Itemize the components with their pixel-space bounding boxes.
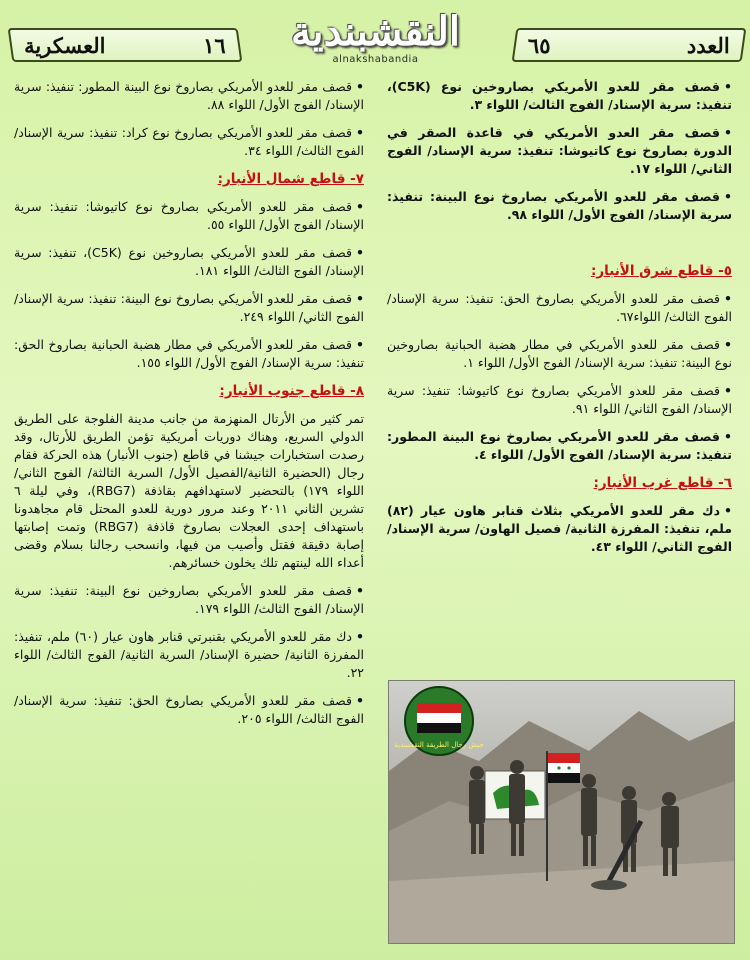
left-column: [14, 78, 364, 738]
list-item: •قصف مقر للعدو الأمريكي بصاروخ نوع البينة: تنفيذ: سرية الإسناد/ الفوج الثاني/ اللواء ٢٤٩.: [14, 291, 364, 324]
section-banner: [8, 28, 243, 62]
list-item: •قصف مقر للعدو الأمريكي بصاروخ نوع كاتيوشا: تنفيذ: سرية الإسناد/ الفوج الثاني/ اللواء ٩١.: [387, 383, 732, 416]
list-item: •دك مقر للعدو الأمريكي بثلاث قنابر هاون عيار (٨٢) ملم، تنفيذ: المفرزة الثانية/ فصيل الهاون/ سرية الإسناد/ الفوج الثاني/ اللواء ٤٣.: [387, 503, 732, 554]
section-heading-west: ٦- قاطع غرب الأنبار:: [593, 475, 732, 491]
list-item: •دك مقر للعدو الأمريكي بقنبرتي قنابر هاون عيار (٦٠) ملم، تنفيذ: المفرزة الثانية/ حضيرة الإسناد/ السرية الثانية/ الفوج الثالث/ اللواء ٢٢.: [14, 629, 364, 680]
list-item: •قصف مقر للعدو الأمريكي في مطار هضبة الحبانية بصاروخين نوع البينة: تنفيذ: سرية الإسناد/ الفوج الأول/ اللواء ١.: [387, 337, 732, 370]
right-column: [387, 78, 732, 566]
photo-illustration: [389, 681, 734, 943]
list-item: •قصف مقر للعدو الأمريكي بصاروخ نوع البينة المطور: تنفيذ: سرية الإسناد/ الفوج الأول/ اللواء ٨٨.: [14, 79, 364, 112]
section-label: العسكرية: [24, 32, 106, 58]
army-emblem: [394, 687, 483, 755]
list-item: •قصف مقر للعدو الأمريكي بصاروخ الحق: تنفيذ: سرية الإسناد/ الفوج الثالث/ اللواء ٢٠٥.: [14, 693, 364, 726]
list-item: •قصف مقر للعدو الأمريكي بصاروخ نوع البينة: تنفيذ: سرية الإسناد/ الفوج الأول/ اللواء ٩٨.: [387, 189, 732, 222]
section-heading-north: ٧- قاطع شمال الأنبار:: [217, 171, 364, 187]
issue-label: العدد: [687, 32, 730, 58]
list-item: •قصف مقر للعدو الأمريكي بصاروخ نوع كاتيوشا: تنفيذ: سرية الإسناد/ الفوج الأول/ اللواء ٥٥.: [14, 199, 364, 232]
fighters-photo: [388, 680, 735, 944]
emblem-caption: جيش رجال الطريقة النقشبندية: [394, 741, 484, 749]
page-header: [0, 0, 750, 80]
logo-title: النقشبندية: [290, 8, 460, 55]
magazine-logo: [268, 6, 483, 76]
south-paragraph: تمر كثير من الأرتال المنهزمة من جانب مدينة الفلوجة على الطريق الدولي السريع، وهناك دوريات أمريكية تؤمن الطريق للأرتال، وقد رصدت استخبارات جيشنا في قاطع (جنوب الأنبار) هذه الحركة فقام رجال (الحضيرة الثانية/الفصيل الأول/ السرية الثالثة/ الفوج الثاني/ اللواء ١٧٩) بالتحضير لاستهدافهم بقاذفة (RBG7)، وفي ليلة ٦ تشرين الثاني ٢٠١١ وعند مرور دورية للعدو المحتل قام مجاهدونا باستهداف إحدى العجلات بصاروخ قاذفة (RBG7) وتمت إصابتها إصابة دقيقة فقتل وأصيب من فيها، وانسحب رجالنا بسلام وقضى أعداء الله لينتهم تلك يخلون خسائرهم.: [14, 411, 364, 570]
list-item: •قصف مقر للعدو الأمريكي بصاروخين نوع البينة: تنفيذ: سرية الإسناد/ الفوج الثالث/ اللواء ١٧٩.: [14, 583, 364, 616]
list-item: •قصف مقر للعدو الأمريكي بصاروخين نوع (C5K)، تنفيذ: سرية الإسناد/ الفوج الثالث/ اللواء ٣.: [387, 79, 732, 112]
section-heading-south: ٨- قاطع جنوب الأنبار:: [219, 383, 364, 399]
list-item: •قصف مقر للعدو الأمريكي بصاروخ الحق: تنفيذ: سرية الإسناد/ الفوج الثالث/ اللواء٦٧.: [387, 291, 732, 324]
list-item: •قصف مقر للعدو الأمريكي بصاروخ نوع كراد: تنفيذ: سرية الإسناد/ الفوج الثالث/ اللواء ٣٤.: [14, 125, 364, 158]
issue-number: ٦٥: [528, 32, 551, 58]
section-heading-east: ٥- قاطع شرق الأنبار:: [590, 263, 732, 279]
list-item: •قصف مقر العدو الأمريكي في قاعدة الصقر في الدورة بصاروخ نوع كاتيوشا: تنفيذ: سرية الإسناد/ الفوج الثاني/ اللواء ١٧.: [387, 125, 732, 176]
page-number: ١٦: [203, 32, 226, 58]
list-item: •قصف مقر للعدو الأمريكي في مطار هضبة الحبانية بصاروخ الحق: تنفيذ: سرية الإسناد/ الفوج الأول/ اللواء ١٥٥.: [14, 337, 364, 370]
issue-banner: [512, 28, 747, 62]
list-item: •قصف مقر للعدو الأمريكي بصاروخين نوع (C5K)، تنفيذ: سرية الإسناد/ الفوج الثالث/ اللواء ١٨١.: [14, 245, 364, 278]
logo-subtitle: alnakshabandia: [332, 54, 419, 65]
list-item: •قصف مقر للعدو الأمريكي بصاروخ نوع البينة المطور: تنفيذ: سرية الإسناد/ الفوج الأول/ اللواء ٤.: [387, 429, 732, 462]
mortar-base: [591, 880, 627, 890]
